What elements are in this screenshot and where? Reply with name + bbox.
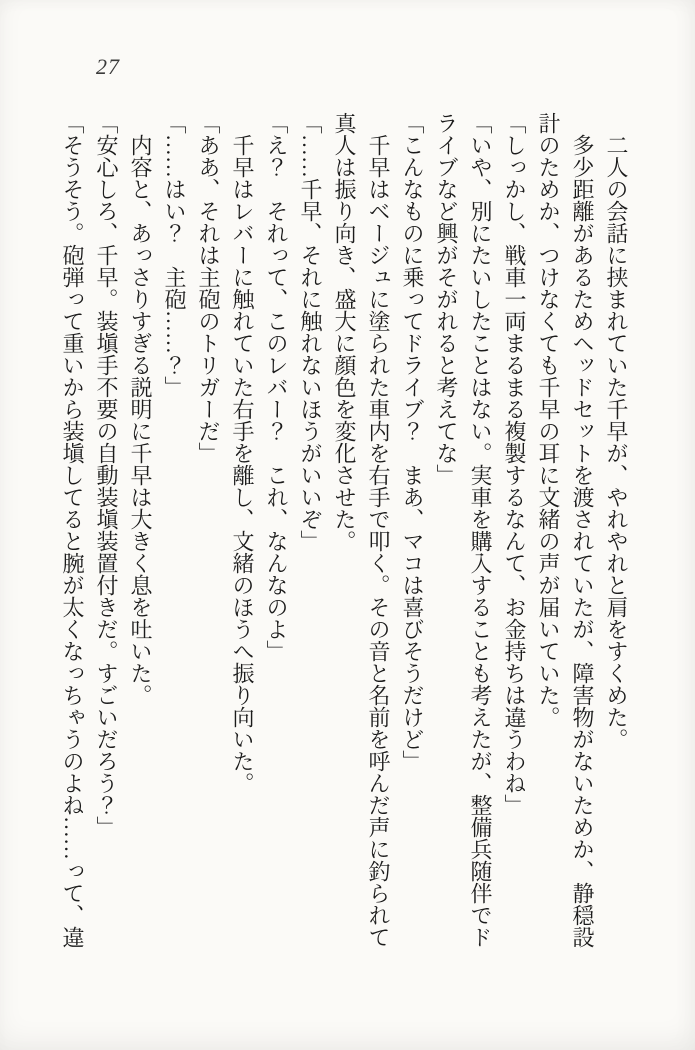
text-line: 真人は振り向き、盛大に顔色を変化させた。	[332, 112, 357, 552]
text-line: 「安心しろ、千早。装塡手不要の自動装塡装置付きだ。すごいだろう？」	[94, 112, 119, 838]
text-line: 「ああ、それは主砲のトリガーだ」	[196, 112, 221, 464]
text-line: 内容と、あっさりすぎる説明に千早は大きく息を吐いた。	[128, 112, 153, 706]
text-line: 「いや、別にたいしたことはない。実車を購入することも考えたが、整備兵随伴でド	[468, 112, 493, 948]
page-number: 27	[96, 54, 120, 79]
text-line: 「そうそう。砲弾って重いから装塡してると腕が太くなっちゃうのよね……って、違	[60, 112, 85, 948]
text-line: ライブなど興がそがれると考えてな」	[434, 112, 459, 486]
text-line: 千早はベージュに塗られた車内を右手で叩く。その音と名前を呼んだ声に釣られて	[366, 112, 391, 948]
text-line: 千早はレバーに触れていた右手を離し、文緒のほうへ振り向いた。	[230, 112, 255, 794]
text-line: 計のためか、つけなくても千早の耳に文緒の声が届いていた。	[536, 112, 561, 728]
text-line: 二人の会話に挟まれていた千早が、やれやれと肩をすくめた。	[604, 112, 629, 750]
text-line: 「しっかし、戦車一両まるまる複製するなんて、お金持ちは違うわね」	[502, 112, 527, 816]
vertical-text-block	[55, 112, 633, 954]
text-line: 「こんなものに乗ってドライブ？ まあ、マコは喜びそうだけど」	[400, 112, 425, 772]
text-line: 「……千早、それに触れないほうがいいぞ」	[298, 112, 323, 552]
text-line: 「え？ それって、このレバー？ これ、なんなのよ」	[264, 112, 289, 662]
text-line: 多少距離があるためヘッドセットを渡されていたが、障害物がないためか、静穏設	[570, 112, 595, 948]
text-line: 「……はい？ 主砲……？」	[162, 112, 187, 398]
